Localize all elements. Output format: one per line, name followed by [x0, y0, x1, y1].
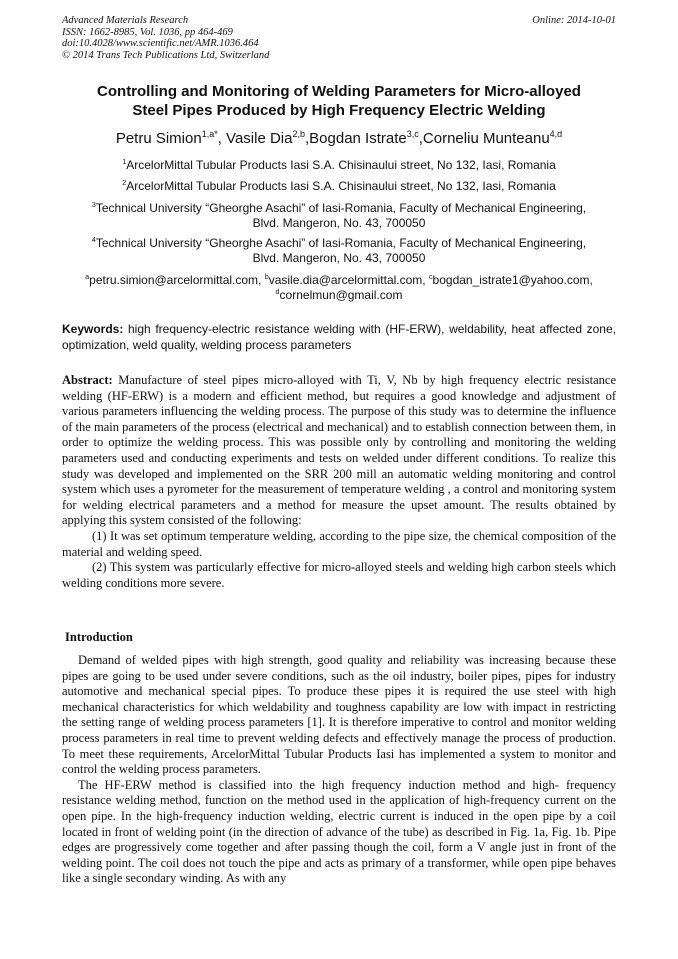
email-a: petru.simion@arcelormittal.com, — [89, 273, 265, 287]
affiliation-number: 3 — [91, 200, 96, 209]
affiliation-number: 2 — [122, 178, 127, 187]
abstract-label: Abstract: — [62, 373, 113, 387]
abstract-text: Manufacture of steel pipes micro-alloyed with Ti, V, Nb by high frequency electric resistance welding (HF-ERW) is a modern and efficient method, but requires a good knowledge and adjustment of various parameters influencing the welding process. The purpose of this study was to determine the influence of the main parameters of the process (electrical and mechanical) and to establish connection between them, in order to optimize the welding process. This was possible only by controlling and monitoring the welding parameters used and conducting experiments and tests on welded under different conditions. To realize this study was developed and implemented on the SRR 200 mill an automatic welding monitoring and control system which uses a pyrometer for the measurement of temperature welding , a control and monitoring system for welding electrical parameters and a method for measure the upset amount. The results obtained by applying this system consisted of the following: — [62, 373, 616, 528]
keywords-text: high frequency-electric resistance welding with (HF-ERW), weldability, heat affected zone, optimization, weld quality, welding process parameters — [62, 322, 616, 352]
affiliation-number: 1 — [122, 157, 127, 166]
author-sep: , — [217, 130, 227, 147]
email-sup: b — [264, 272, 269, 281]
author-sup: 2,b — [292, 129, 305, 139]
title-line-2: Steel Pipes Produced by High Frequency Electric Welding — [132, 102, 546, 119]
email-list — [40, 273, 638, 303]
affiliation-3 — [40, 201, 638, 231]
journal-header — [62, 15, 616, 61]
affiliation-text: Technical University “Gheorghe Asachi” of Iasi-Romania, Faculty of Mechanical Engineering, — [95, 201, 587, 215]
affiliation-text: ArcelorMittal Tubular Products Iasi S.A. Chisinaului street, No 132, Iasi, Romania — [126, 158, 556, 172]
paper-title — [40, 82, 638, 120]
email-sup: c — [428, 272, 433, 281]
author-sup: 1,a* — [201, 129, 218, 139]
email-d: cornelmun@gmail.com — [279, 288, 403, 302]
abstract-body — [62, 373, 616, 529]
affiliation-text-2: Blvd. Mangeron, No. 43, 700050 — [252, 216, 426, 230]
online-date: Online: 2014-10-01 — [532, 15, 616, 26]
abstract — [62, 373, 616, 591]
abstract-item-1: (1) It was set optimum temperature welding, according to the pipe size, the chemical composition of the material and welding speed. — [62, 528, 616, 559]
keywords-label: Keywords: — [62, 322, 124, 336]
journal-doi: doi:10.4028/www.scientific.net/AMR.1036.464 — [62, 38, 259, 49]
author-list — [40, 130, 638, 148]
email-c: bogdan_istrate1@yahoo.com, — [432, 273, 593, 287]
email-b: vasile.dia@arcelormittal.com, — [268, 273, 429, 287]
author-name: Vasile Dia — [226, 130, 293, 147]
affiliation-1 — [40, 158, 638, 173]
affiliation-text: ArcelorMittal Tubular Products Iasi S.A. Chisinaului street, No 132, Iasi, Romania — [126, 179, 556, 193]
affiliation-2 — [40, 179, 638, 194]
affiliation-text-2: Blvd. Mangeron, No. 43, 700050 — [252, 251, 426, 265]
intro-paragraph-2: The HF-ERW method is classified into the high frequency induction method and high- frequency resistance welding method, function on the method used in the application of high-frequency current on the open pipe. In the high-frequency induction welding, electric current is induced in the open pipe by a coil located in front of welding point (in the direction of advance of the tube) as described in Fig. 1a, Fig. 1b. Pipe edges are progressively come together and after passing though the coil, form a V angle just in front of the welding point. The coil does not touch the pipe and acts as primary of a transformer, while open pipe behaves like a single secondary winding. As with any — [62, 777, 616, 886]
author-sup: 4,d — [549, 129, 563, 139]
journal-issn: ISSN: 1662-8985, Vol. 1036, pp 464-469 — [62, 26, 233, 38]
email-sup: a — [85, 272, 90, 281]
author-name: Petru Simion — [115, 130, 202, 147]
section-heading-introduction: Introduction — [65, 630, 133, 644]
journal-copyright: © 2014 Trans Tech Publications Ltd, Switzerland — [62, 49, 270, 61]
intro-paragraph-1: Demand of welded pipes with high strength, good quality and reliability was increasing because these pipes are going to be used under severe conditions, such as the oil industry, boiler pipes, pipes for industry automotive and mechanical special pipes. To produce these pipes it is required the use steel with high mechanical characteristics for which weldability and toughness capability are low with impact in restricting the setting range of welding process parameters [1]. It is therefore imperative to control and monitor welding process parameters in real time to prevent welding defects and effectively manage the process of production. To meet these requirements, ArcelorMittal Tubular Products Iasi has implemented a system to monitor and control the welding process parameters. — [62, 653, 616, 777]
abstract-item-2: (2) This system was particularly effective for micro-alloyed steels and welding high carbon steels which welding conditions more severe. — [62, 560, 616, 590]
affiliation-4 — [40, 236, 638, 266]
author-name: Bogdan Istrate — [309, 130, 407, 147]
author-sep: , — [418, 130, 423, 147]
email-sup: d — [275, 287, 280, 296]
author-name: Corneliu Munteanu — [422, 130, 550, 147]
affiliation-text: Technical University “Gheorghe Asachi” of Iasi-Romania, Faculty of Mechanical Engineering, — [95, 236, 587, 250]
keywords — [62, 321, 616, 353]
title-line-1: Controlling and Monitoring of Welding Parameters for Micro-alloyed — [97, 83, 581, 100]
journal-name: Advanced Materials Research — [62, 15, 189, 26]
introduction-body — [62, 653, 616, 887]
author-sep: , — [304, 130, 310, 147]
author-sup: 3,c — [406, 129, 419, 139]
affiliation-number: 4 — [91, 235, 96, 244]
